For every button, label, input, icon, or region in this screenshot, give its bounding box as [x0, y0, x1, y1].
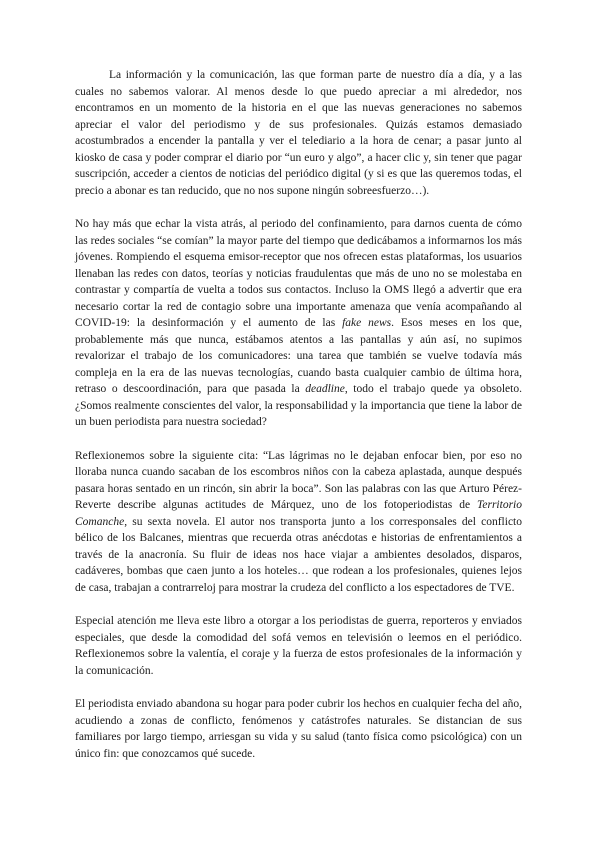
paragraph-3: [75, 448, 522, 597]
paragraph-4: [75, 613, 522, 679]
paragraph-2-italic-fake-news: fake news: [342, 317, 392, 329]
paragraph-2-text-a: No hay más que echar la vista atrás, al periodo del confinamiento, para darnos cuenta de cómo las redes sociales “se comían” la mayor parte del tiempo que dedicábamos a informarnos los más jóvenes. Rompiendo el esquema emisor-receptor que nos ofrecen estas plataformas, los usuarios llenaban las redes con datos, teorías y noticias fraudulentas que más de uno no se molestaba en contrastar y compartía de vuelta a todos sus contactos. Incluso la OMS llegó a advertir que era necesario cortar la red de contagio sobre una importante amenaza que venía acompañando al COVID-19: la desinformación y el aumento de las: [75, 218, 522, 329]
paragraph-2-text-c: , todo el trabajo quede ya obsoleto. ¿Somos realmente conscientes del valor, la responsabilidad y la importancia que tiene la labor de un buen periodista para nuestra sociedad?: [75, 383, 522, 428]
paragraph-1-text: La información y la comunicación, las que forman parte de nuestro día a día, y a las cuales no sabemos valorar. Al menos desde lo que puedo apreciar a mi alrededor, nos encontramos en un momento de la historia en el que las nuevas generaciones no sabemos apreciar el valor del periodismo y de sus profesionales. Quizás estamos demasiado acostumbrados a encender la pantalla y ver el telediario a la hora de cenar; a pasar junto al kiosko de casa y poder comprar el diario por “un euro y algo”, a hacer clic y, sin tener que pagar suscripción, acceder a cientos de noticias del periódico digital (y si es que las queremos todas, el precio a abonar es tan reducido, que no nos supone ningún sobreesfuerzo…).: [75, 69, 522, 197]
paragraph-2-italic-deadline: deadline: [305, 383, 345, 395]
paragraph-5: [75, 696, 522, 762]
paragraph-3-text-b: , su sexta novela. El autor nos transporta junto a los corresponsales del conflicto bélico de los Balcanes, mientras que recuerda otras anécdotas e historias de enfrentamientos a través de la anacronía. Su fluir de ideas nos hace viajar a ambientes desolados, disparos, cadáveres, bombas que caen junto a los hoteles… que rodean a los profesionales, quienes lejos de casa, trabajan a contrarreloj para mostrar la crudeza del conflicto a los espectadores de TVE.: [75, 515, 522, 594]
paragraph-2: [75, 216, 522, 431]
paragraph-3-text-a: Reflexionemos sobre la siguiente cita: “Las lágrimas no le dejaban enfocar bien, por eso no lloraba nunca cuando sacaban de los escombros niños con la cabeza aplastada, aunque después pasara horas sentado en un rincón, sin abrir la boca”. Son las palabras con las que Arturo Pérez-Reverte describe algunas actitudes de Márquez, uno de los fotoperiodistas de: [75, 449, 522, 511]
paragraph-5-text: El periodista enviado abandona su hogar para poder cubrir los hechos en cualquier fecha del año, acudiendo a zonas de conflicto, fenómenos y catástrofes naturales. Se distancian de sus familiares por largo tiempo, arriesgan su vida y su salud (tanto física como psicológica) con un único fin: que conozcamos qué sucede.: [75, 698, 522, 760]
paragraph-2-text-b: . Esos meses en los que, probablemente más que nunca, estábamos atentos a las pantallas y aún así, no supimos revalorizar el trabajo de los comunicadores: una tarea que también se vuelve todavía más compleja en la era de las nuevas tecnologías, cuando basta cualquier cambio de última hora, retraso o descoordinación, para que pasada la: [75, 317, 522, 395]
paragraph-1: [75, 67, 522, 199]
paragraph-4-text: Especial atención me lleva este libro a otorgar a los periodistas de guerra, reporteros y enviados especiales, que desde la comodidad del sofá vemos en televisión o leemos en el periódico. Reflexionemos sobre la valentía, el coraje y la fuerza de estos profesionales de la información y la comunicación.: [75, 615, 522, 677]
paragraph-3-italic-title: Territorio Comanche: [75, 499, 522, 528]
